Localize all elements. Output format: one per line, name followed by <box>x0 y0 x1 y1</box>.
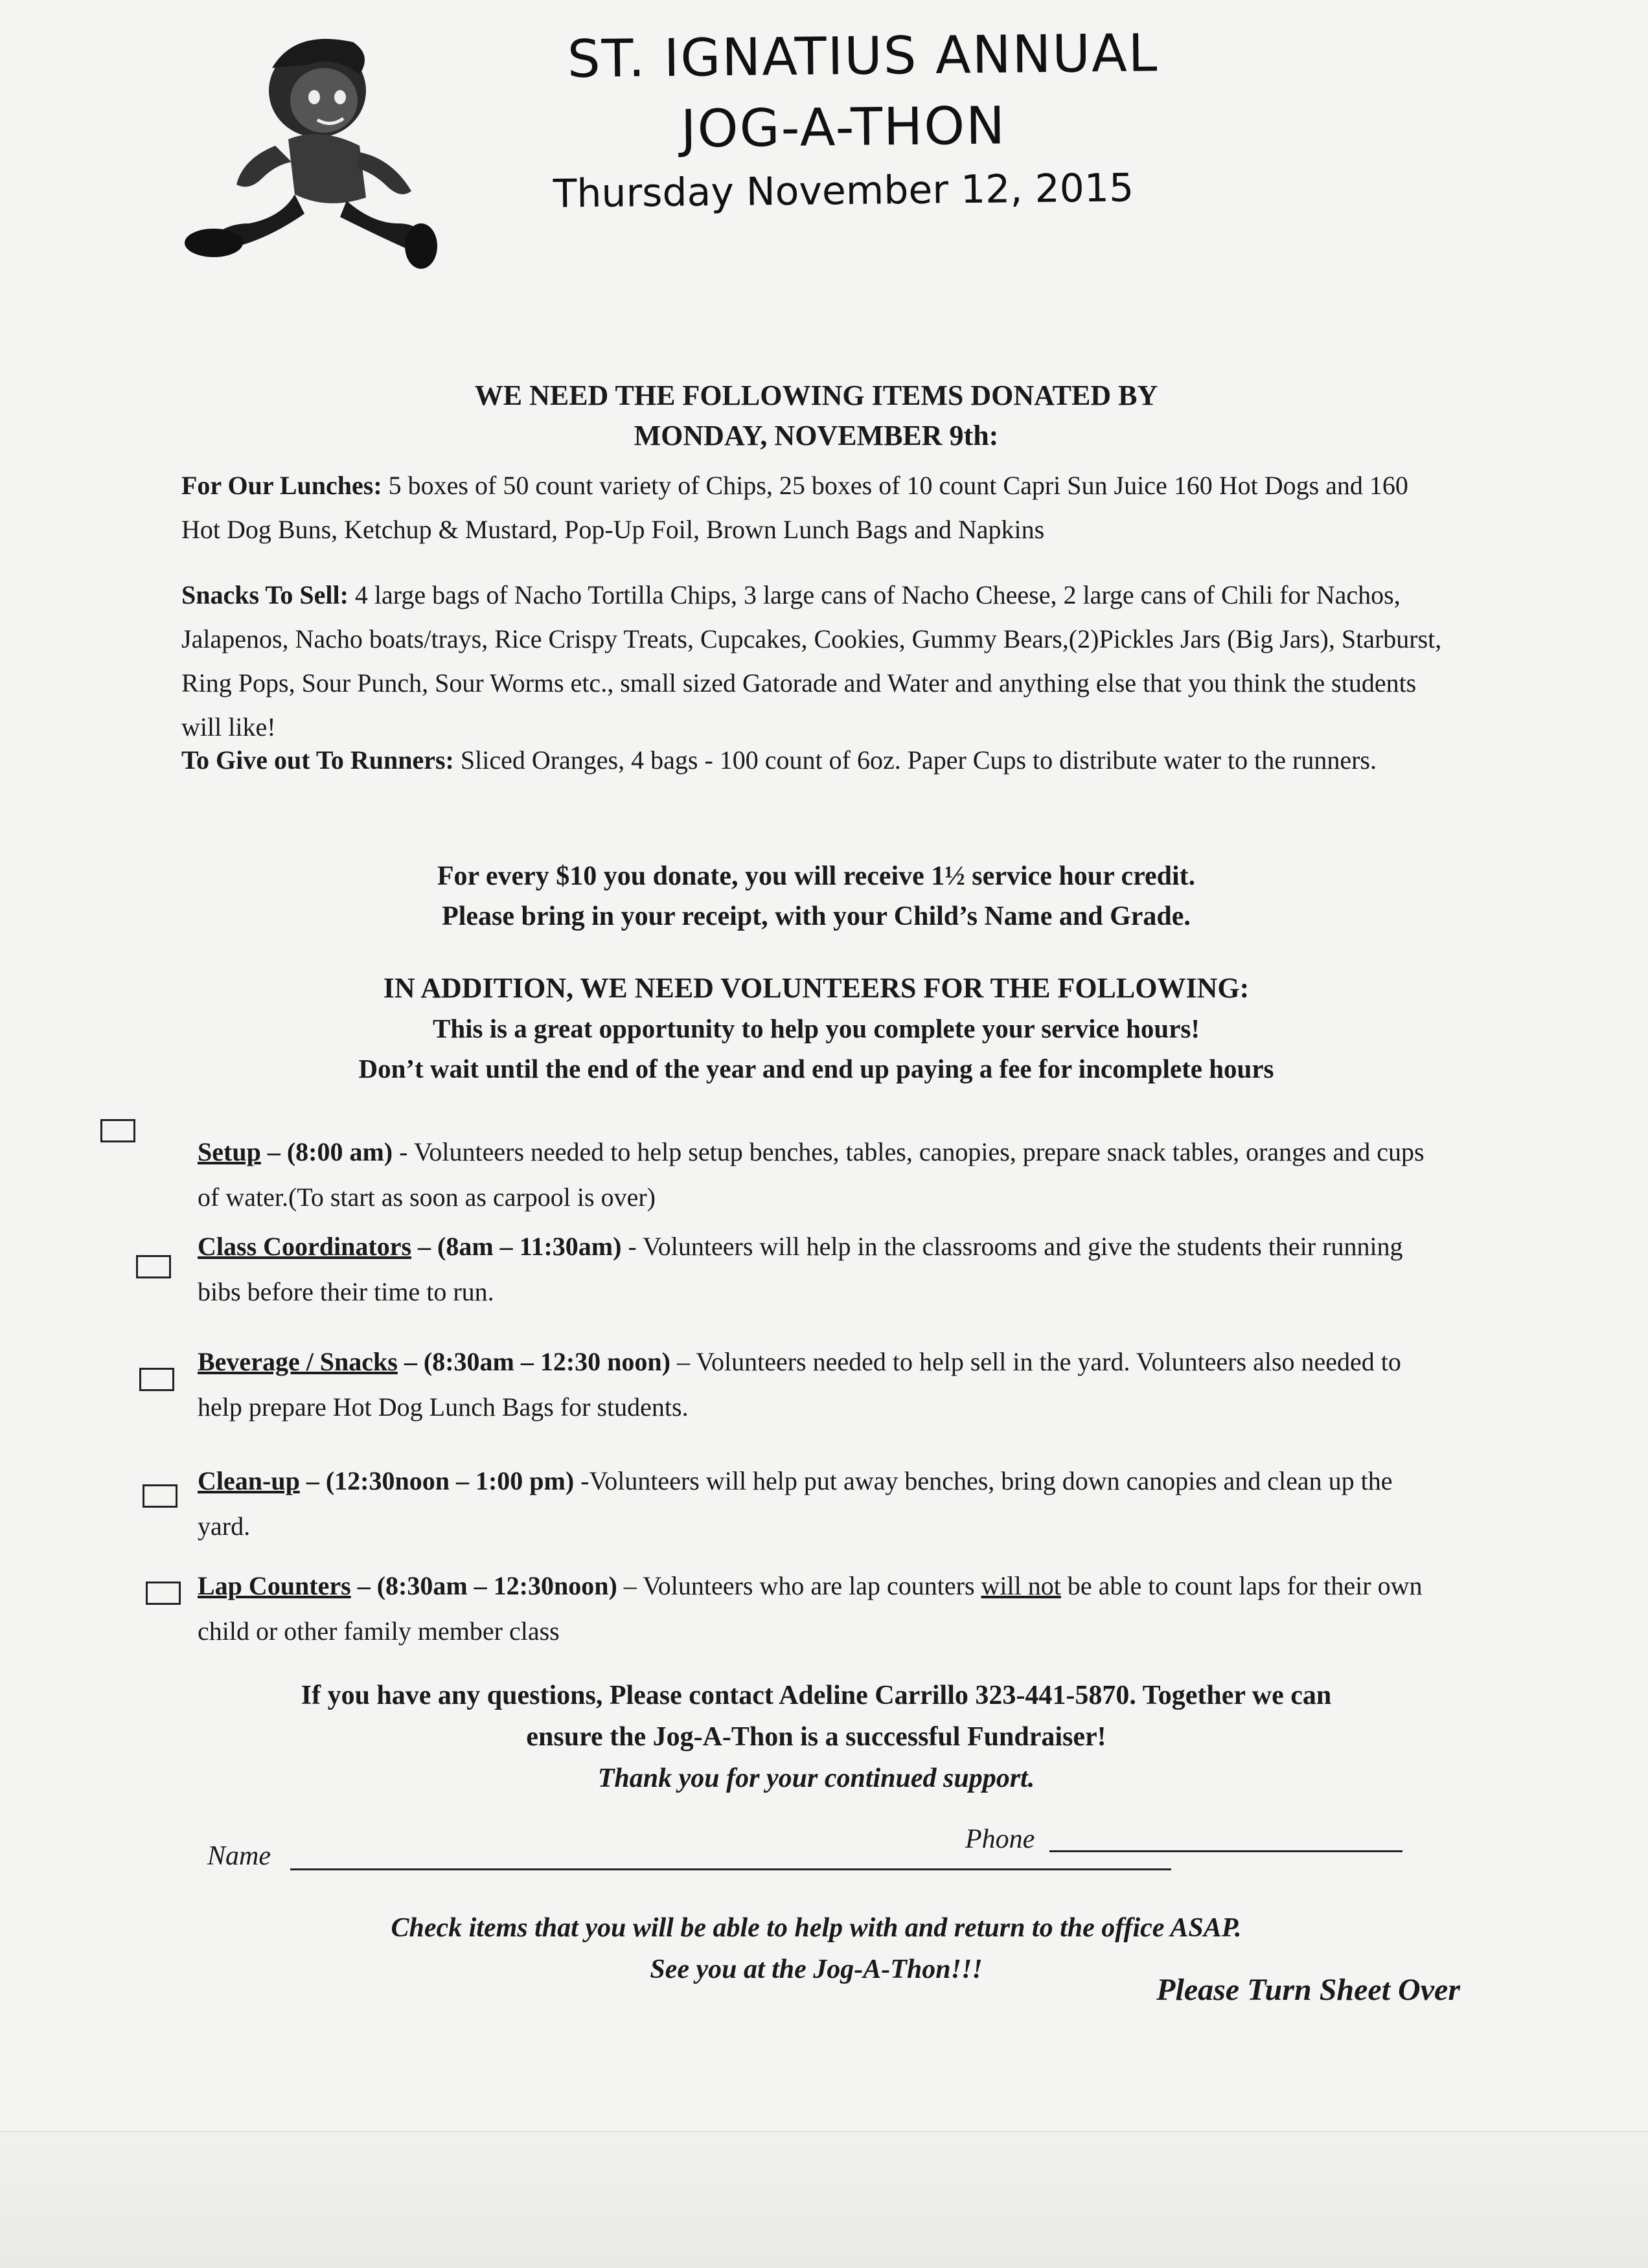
setup-checkbox[interactable] <box>100 1119 135 1142</box>
volunteer-time: – (8am – 11:30am) <box>411 1232 622 1261</box>
volunteer-item-clean-up <box>198 1458 1441 1549</box>
lunches-paragraph <box>181 464 1451 552</box>
contact-note: If you have any questions, Please contact Adeline Carrillo 323-441-5870. Together we can ensure the Jog-A-Thon is a successful Fundraiser! Thank you for your continued support. <box>301 1681 1332 1793</box>
volunteer-desc: -Volunteers will help put away benches, bring down canopies and clean up the yard. <box>198 1466 1393 1541</box>
volunteer-desc: – Volunteers needed to help sell in the yard. Volunteers also needed to help prepare Hot Dog Lunch Bags for students. <box>198 1347 1401 1422</box>
event-date: Thursday November 12, 2015 <box>553 165 1134 217</box>
return-instructions: Check items that you will be able to help with and return to the office ASAP. See you at the Jog-A-Thon!!! <box>391 1913 1242 1984</box>
volunteer-role: Class Coordinators <box>198 1232 412 1261</box>
phone-label: Phone <box>965 1824 1035 1854</box>
volunteer-time: – (12:30noon – 1:00 pm) <box>299 1466 575 1495</box>
name-label: Name <box>207 1841 271 1871</box>
volunteer-item-setup <box>198 1129 1441 1220</box>
volunteer-role: Setup <box>198 1137 261 1166</box>
turn-over-note: Please Turn Sheet Over <box>1156 1973 1460 2007</box>
credit-note: For every $10 you donate, you will receive 1½ service hour credit. Please bring in your receipt, with your Child’s Name and Grade. <box>437 861 1196 931</box>
volunteer-item-class-coordinators <box>198 1224 1441 1315</box>
volunteer-role: Beverage / Snacks <box>198 1347 398 1376</box>
page-title: ST. IGNATIUS ANNUAL <box>567 23 1159 89</box>
lap-counters-checkbox[interactable] <box>146 1582 181 1605</box>
runners-label: To Give out To Runners: <box>181 745 454 775</box>
volunteer-desc: – Volunteers who are lap counters <box>617 1571 981 1600</box>
volunteer-role: Lap Counters <box>198 1571 351 1600</box>
event-name: JOG-A-THON <box>680 95 1007 159</box>
volunteer-time: – (8:30am – 12:30noon) <box>350 1571 617 1600</box>
runners-paragraph <box>181 738 1451 782</box>
volunteer-desc-emphasis: will not <box>981 1571 1061 1600</box>
volunteer-desc: be able to count laps for their own child or other family member class <box>198 1571 1423 1646</box>
volunteer-role: Clean-up <box>198 1466 300 1495</box>
donation-heading: WE NEED THE FOLLOWING ITEMS DONATED BY MONDAY, NOVEMBER 9th: <box>474 380 1158 451</box>
class-coordinators-checkbox[interactable] <box>136 1255 171 1278</box>
volunteer-time: – (8:00 am) <box>260 1137 393 1166</box>
phone-field[interactable] <box>1049 1850 1402 1852</box>
snacks-paragraph <box>181 573 1451 749</box>
runners-text: Sliced Oranges, 4 bags - 100 count of 6oz. Paper Cups to distribute water to the runners. <box>453 745 1377 775</box>
volunteer-desc: - Volunteers needed to help setup benches, tables, canopies, prepare snack tables, oranges and cups of water.(To start as soon as carpool is over) <box>198 1137 1425 1212</box>
lunches-label: For Our Lunches: <box>181 471 382 500</box>
volunteer-time: – (8:30am – 12:30 noon) <box>397 1347 670 1376</box>
signup-form <box>207 1824 1406 1885</box>
page-bottom-margin <box>0 2131 1648 2268</box>
lunches-text: 5 boxes of 50 count variety of Chips, 25 boxes of 10 count Capri Sun Juice 160 Hot Dogs and 160 Hot Dog Buns, Ketchup & Mustard, Pop-Up Foil, Brown Lunch Bags and Napkins <box>181 471 1408 544</box>
volunteer-item-lap-counters <box>198 1563 1441 1654</box>
volunteer-item-beverage-snacks <box>198 1339 1441 1430</box>
beverage-snacks-checkbox[interactable] <box>139 1368 174 1391</box>
snacks-text: 4 large bags of Nacho Tortilla Chips, 3 large cans of Nacho Cheese, 2 large cans of Chili for Nachos, Jalapenos, Nacho boats/trays, Rice Crispy Treats, Cupcakes, Cookies, Gummy Bears,(2)Pickles Jars (Big Jars), Starburst, Ring Pops, Sour Punch, Sour Worms etc., small sized Gatorade and Water and anything else that you think the students will like! <box>181 580 1442 742</box>
volunteer-desc: - Volunteers will help in the classrooms and give the students their running bibs before their time to run. <box>198 1232 1403 1306</box>
name-field[interactable] <box>290 1868 1171 1870</box>
volunteer-heading: IN ADDITION, WE NEED VOLUNTEERS FOR THE FOLLOWING: This is a great opportunity to help you complete your service hours! Don’t wait until the end of the year and end up paying a fee for incomplete hours <box>358 972 1274 1083</box>
clean-up-checkbox[interactable] <box>143 1484 177 1508</box>
snacks-label: Snacks To Sell: <box>181 580 349 609</box>
